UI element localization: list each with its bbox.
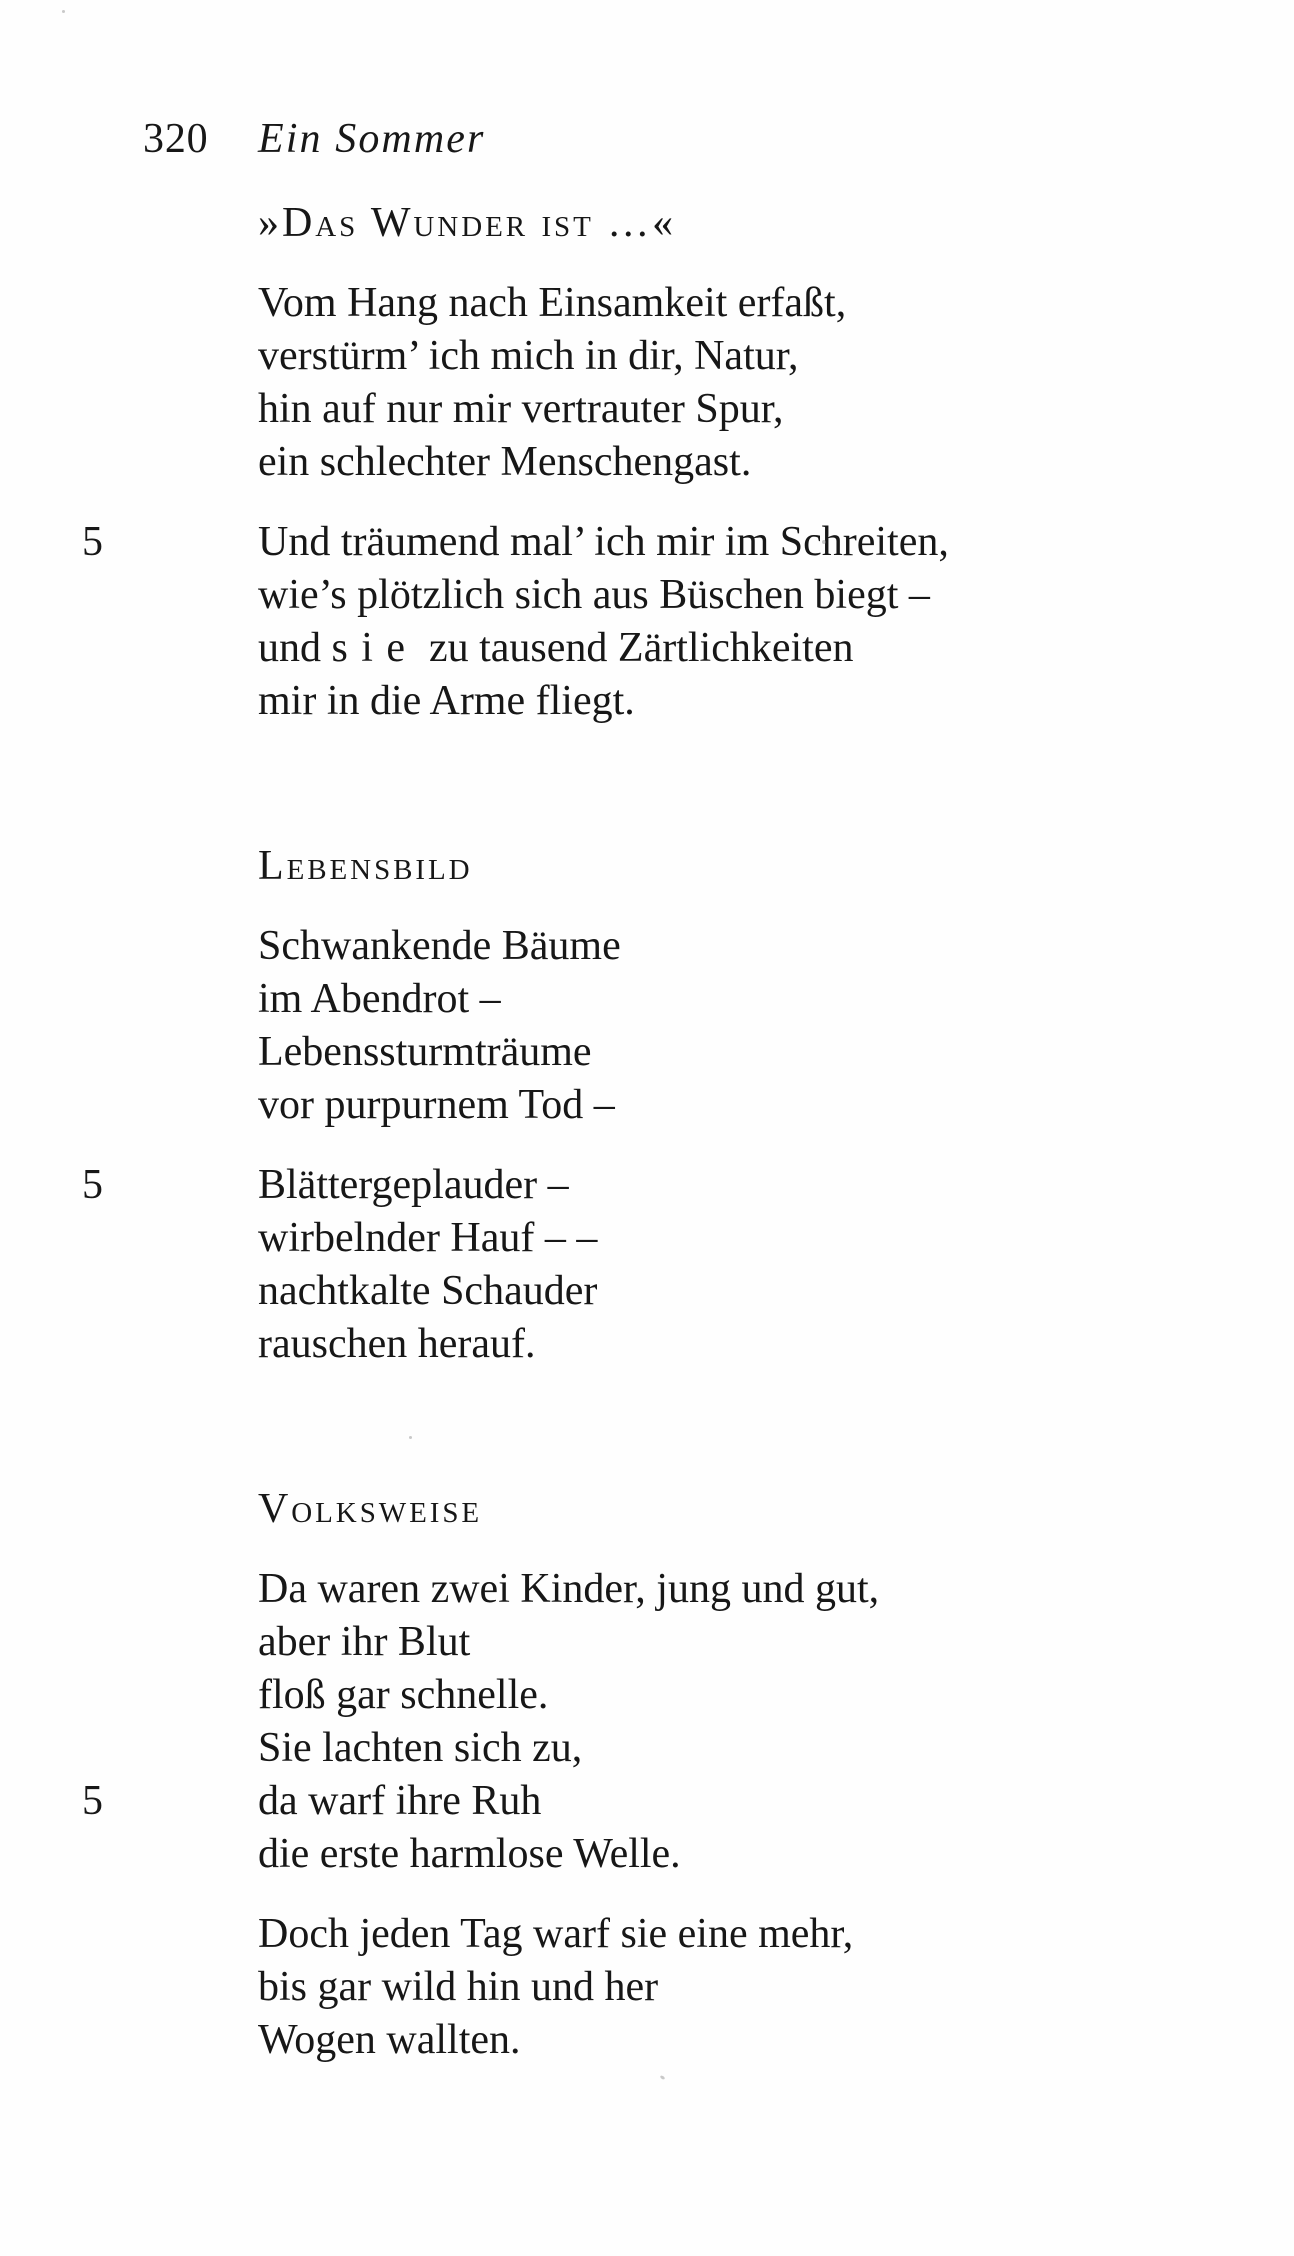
poem-title: »Das Wunder ist …« xyxy=(258,200,677,246)
poem-line xyxy=(258,436,1294,489)
line-text: wie’s plötzlich sich aus Büschen biegt – xyxy=(258,572,930,618)
poem-line xyxy=(258,1961,1294,2014)
poem-line xyxy=(258,675,1294,728)
line-text: bis gar wild hin und her xyxy=(258,1964,659,2010)
line-text: floß gar schnelle. xyxy=(258,1672,549,1718)
poem-line xyxy=(258,330,1294,383)
poem-line xyxy=(258,277,1294,330)
line-text: aber ihr Blut xyxy=(258,1619,471,1665)
poem-line xyxy=(258,622,1294,675)
line-text: und sie zu tausend Zärtlichkeiten xyxy=(258,625,854,671)
line-text: nachtkalte Schauder xyxy=(258,1268,598,1314)
poem-line xyxy=(258,920,1294,973)
poem-line xyxy=(258,1212,1294,1265)
page-header xyxy=(0,113,1294,166)
poem-line xyxy=(258,1908,1294,1961)
line-text: die erste harmlose Welle. xyxy=(258,1831,681,1877)
line-number: 5 xyxy=(82,1778,103,1824)
stanza xyxy=(82,1563,1294,1881)
stanza xyxy=(258,277,1294,489)
line-text: Und träumend mal’ ich mir im Schreiten, xyxy=(258,519,949,565)
poem-line xyxy=(258,1026,1294,1079)
emphasized-word: sie xyxy=(331,625,419,671)
line-number: 5 xyxy=(82,519,103,565)
poem-line xyxy=(82,516,1294,569)
poems-container xyxy=(0,197,1294,2067)
stanza xyxy=(258,920,1294,1132)
poem-line xyxy=(82,1775,1294,1828)
scan-speck xyxy=(409,1436,412,1439)
stanza xyxy=(82,1159,1294,1371)
page-number: 320 xyxy=(143,116,209,162)
line-text: ein schlechter Menschengast. xyxy=(258,439,752,485)
poem-line xyxy=(258,973,1294,1026)
line-text: Schwankende Bäume xyxy=(258,923,621,969)
poem-line xyxy=(258,1722,1294,1775)
line-text: hin auf nur mir vertrauter Spur, xyxy=(258,386,784,432)
poem-line xyxy=(258,1079,1294,1132)
line-text: Doch jeden Tag warf sie eine mehr, xyxy=(258,1911,854,1957)
line-number: 5 xyxy=(82,1162,103,1208)
line-text: wirbelnder Hauf – – xyxy=(258,1215,598,1261)
poem-line xyxy=(258,1265,1294,1318)
running-title: Ein Sommer xyxy=(258,116,486,162)
scan-speck xyxy=(822,540,826,544)
poem-line xyxy=(258,1669,1294,1722)
stanza xyxy=(82,516,1294,728)
poem-line xyxy=(258,1318,1294,1371)
line-text: mir in die Arme fliegt. xyxy=(258,678,635,724)
poem-line xyxy=(258,1616,1294,1669)
line-text: Wogen wallten. xyxy=(258,2017,521,2063)
poem-line xyxy=(258,1828,1294,1881)
poem-title: Volksweise xyxy=(258,1486,483,1532)
scan-speck xyxy=(660,2075,666,2080)
stanza xyxy=(258,1908,1294,2067)
line-text: vor purpurnem Tod – xyxy=(258,1082,615,1128)
poem-title: Lebensbild xyxy=(258,843,473,889)
line-text: Vom Hang nach Einsamkeit erfaßt, xyxy=(258,280,847,326)
line-text: Sie lachten sich zu, xyxy=(258,1725,583,1771)
line-text: im Abendrot – xyxy=(258,976,501,1022)
line-text: verstürm’ ich mich in dir, Natur, xyxy=(258,333,799,379)
line-text: Blättergeplauder – xyxy=(258,1162,569,1208)
poem-line xyxy=(258,569,1294,622)
line-text: Da waren zwei Kinder, jung und gut, xyxy=(258,1566,880,1612)
line-text: da warf ihre Ruh xyxy=(258,1778,542,1824)
scan-speck xyxy=(62,10,65,13)
poem-line xyxy=(258,383,1294,436)
line-text: rauschen herauf. xyxy=(258,1321,536,1367)
line-text: Lebenssturmträume xyxy=(258,1029,592,1075)
poem-line xyxy=(258,2014,1294,2067)
poem-line xyxy=(82,1159,1294,1212)
poem-line xyxy=(258,1563,1294,1616)
